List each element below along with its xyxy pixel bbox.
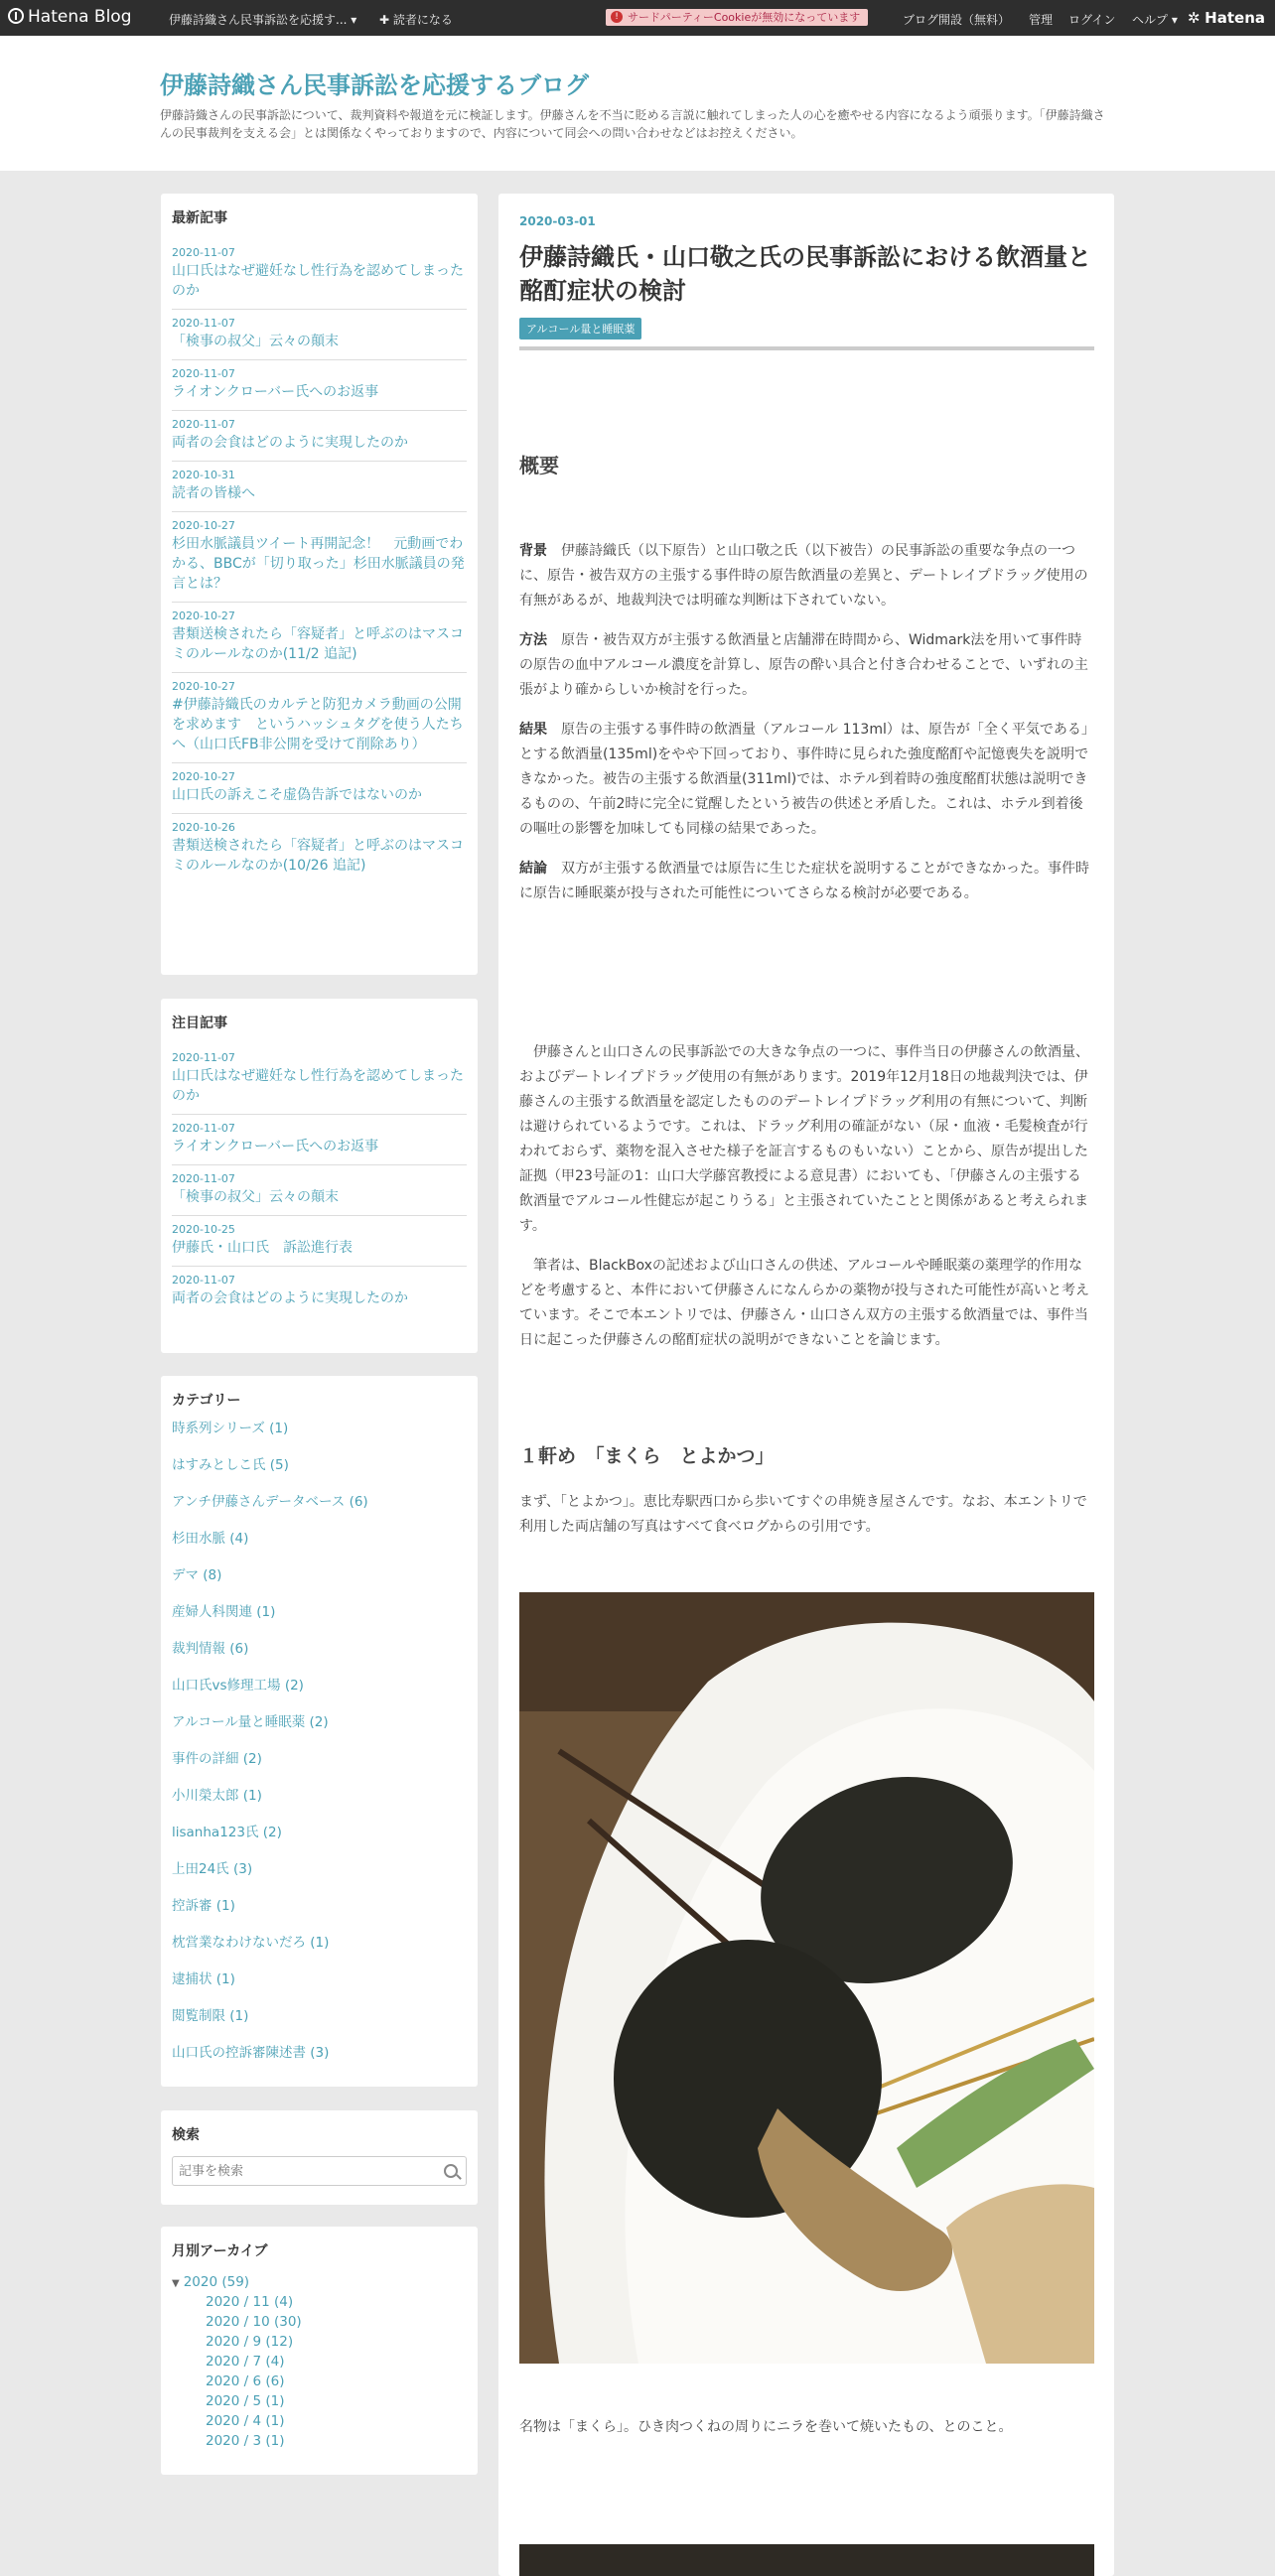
sidebar-entry [172, 1165, 467, 1216]
entry-date: 2020-10-26 [172, 821, 235, 834]
archive-month-link[interactable]: 2020 / 7 (4) [206, 2354, 285, 2370]
conclusion-label: 結論 [519, 861, 547, 877]
article-date[interactable]: 2020-03-01 [519, 214, 596, 228]
category-link[interactable]: 控訴審 (1) [172, 1898, 235, 1914]
sidebar-entry [172, 603, 467, 673]
search-module [161, 2110, 478, 2205]
article [498, 194, 1114, 2576]
section1-heading: １軒め 「まくら とよかつ」 [519, 1445, 775, 1467]
entry-date: 2020-11-07 [172, 1172, 235, 1185]
sidebar-entry [172, 512, 467, 603]
entry-title-link[interactable]: 書類送検されたら「容疑者」と呼ぶのはマスコミのルールなのか(11/2 追記) [172, 626, 464, 662]
info-icon: ! [611, 11, 623, 23]
sidebar-entry [172, 239, 467, 310]
sidebar-entry [172, 462, 467, 512]
categories-module [161, 1376, 478, 2087]
result-label: 結果 [519, 722, 547, 738]
overview-heading: 概要 [519, 454, 559, 477]
entry-title-link[interactable]: 「検事の叔父」云々の顛末 [172, 1189, 339, 1205]
blog-title[interactable]: 伊藤詩織さん民事訴訟を応援するブログ [160, 71, 589, 99]
category-link[interactable]: 小川榮太郎 (1) [172, 1788, 262, 1804]
category-link[interactable]: 裁判情報 (6) [172, 1641, 249, 1657]
entry-title-link[interactable]: #伊藤詩織氏のカルテと防犯カメラ動画の公開を求めます というハッシュタグを使う人たちへ（山口氏FB非公開を受けて削除あり） [172, 697, 464, 752]
hatena-logo[interactable]: ✲ Hatena [1187, 9, 1265, 27]
featured-entries-heading: 注目記事 [172, 1016, 227, 1031]
entry-date: 2020-11-07 [172, 317, 235, 330]
recent-entries-heading: 最新記事 [172, 210, 227, 226]
category-link[interactable]: 逮捕状 (1) [172, 1971, 235, 1987]
archive-month-link[interactable]: 2020 / 11 (4) [206, 2294, 294, 2310]
category-link[interactable]: 閲覧制限 (1) [172, 2008, 249, 2024]
help-menu[interactable]: ヘルプ ▾ [1132, 13, 1178, 27]
entry-title-link[interactable]: ライオンクローバー氏へのお返事 [172, 384, 379, 400]
food-photo-image [519, 1592, 1094, 2364]
sidebar-entry [172, 411, 467, 462]
entry-date: 2020-10-27 [172, 680, 235, 693]
sidebar-entry [172, 1267, 467, 1316]
archive-month-link[interactable]: 2020 / 3 (1) [206, 2433, 285, 2449]
entry-date: 2020-10-31 [172, 469, 235, 481]
entry-title-link[interactable]: 両者の会食はどのように実現したのか [172, 1290, 408, 1306]
category-link[interactable]: 山口氏vs修理工場 (2) [172, 1678, 304, 1694]
sidebar-entry [172, 673, 467, 763]
category-link[interactable]: lisanha123氏 (2) [172, 1825, 282, 1840]
sidebar-entry [172, 1216, 467, 1267]
abstract-background: 背景 伊藤詩織氏（以下原告）と山口敬之氏（以下被告）の民事訴訟の重要な争点の一つに、原告・被告双方の主張する事件時の原告飲酒量の差異と、デートレイプドラッグ使用の有無があるが、地裁判決では明確な判断は下されていない。 [519, 543, 1088, 609]
recent-entries-module [161, 194, 478, 975]
entry-title-link[interactable]: 杉田水脈議員ツイート再開記念！ 元動画でわかる、BBCが「切り取った」杉田水脈議員の発言とは？ [172, 536, 465, 592]
abstract-method: 方法 原告・被告双方が主張する飲酒量と店舗滞在時間から、Widmark法を用いて事件時の原告の血中アルコール濃度を計算し、原告の酔い具合と付き合わせることで、いずれの主張がより確からしいか検討を行った。 [519, 632, 1088, 698]
entry-title-link[interactable]: 山口氏はなぜ避妊なし性行為を認めてしまったのか [172, 263, 464, 299]
open-blog-link[interactable]: ブログ開設（無料） [903, 13, 1011, 27]
sidebar-entry [172, 814, 467, 883]
category-link[interactable]: 事件の詳細 (2) [172, 1751, 262, 1767]
hatena-global-header [0, 0, 1275, 36]
entry-date: 2020-10-25 [172, 1223, 235, 1236]
entry-date: 2020-10-27 [172, 610, 235, 622]
abstract-result: 結果 原告の主張する事件時の飲酒量（アルコール 113ml）は、原告が「全く平気である」とする飲酒量(135ml)をやや下回っており、事件時に見られた強度酩酊や記憶喪失を説明できなかった。被告の主張する飲酒量(311ml)では、ホテル到着時の強度酩酊状態は説明できるものの、午前2時に完全に覚醒したという被告の供述と矛盾した。これは、ホテル到着後の嘔吐の影響を加味しても同様の結果であった。 [519, 722, 1089, 837]
section1-paragraph: まず、「とよかつ」。恵比寿駅西口から歩いてすぐの串焼き屋さんです。なお、本エントリで利用した両店舗の写真はすべて食べログからの引用です。 [519, 1494, 1087, 1535]
entry-title-link[interactable]: 両者の会食はどのように実現したのか [172, 435, 408, 451]
entry-date: 2020-11-07 [172, 367, 235, 380]
entry-date: 2020-11-07 [172, 418, 235, 431]
background-label: 背景 [519, 543, 547, 559]
categories-list [172, 1419, 467, 2080]
search-heading: 検索 [172, 2127, 200, 2143]
category-link[interactable]: 時系列シリーズ (1) [172, 1421, 289, 1436]
archive-month-link[interactable]: 2020 / 4 (1) [206, 2413, 285, 2429]
categories-heading: カテゴリー [172, 1393, 241, 1409]
category-link[interactable]: はすみとしこ氏 (5) [172, 1457, 289, 1473]
blog-description: 伊藤詩織さんの民事訴訟について、裁判資料や報道を元に検証します。伊藤さんを不当に貶める言説に触れてしまった人の心を癒やせる内容になるよう頑張ります。「伊藤詩織さんの民事裁判を支える会」とは関係なくやっておりますので、内容について同会への問い合わせなどはお控えください。 [160, 108, 1105, 140]
archive-heading: 月別アーカイブ [172, 2243, 268, 2259]
sidebar-entry [172, 1115, 467, 1165]
sidebar-entry [172, 763, 467, 814]
entry-title-link[interactable]: 山口氏はなぜ避妊なし性行為を認めてしまったのか [172, 1068, 464, 1104]
entry-date: 2020-11-07 [172, 246, 235, 259]
category-link[interactable]: 山口氏の控訴審陳述書 (3) [172, 2045, 330, 2061]
entry-date: 2020-10-27 [172, 519, 235, 532]
category-link[interactable]: アンチ伊藤さんデータベース (6) [172, 1494, 368, 1510]
manage-link[interactable]: 管理 [1029, 13, 1054, 27]
hatena-mark-icon: ✲ [1187, 9, 1205, 27]
photo-caption: 名物は「まくら」。ひき肉つくねの周りにニラを巻いて焼いたもの、とのこと。 [519, 2419, 1013, 2435]
intro-paragraph-1: 伊藤さんと山口さんの民事訴訟での大きな争点の一つに、事件当日の伊藤さんの飲酒量、およびデートレイプドラッグ使用の有無があります。2019年12月18日の地裁判決では、伊藤さんの主張する飲酒量を認定したもののデートレイプドラッグ利用の有無について、判断は避けられているようです。これは、ドラッグ利用の確証がない（尿・血液・毛髪検査が行われておらず、薬物を混入させた様子を証言するものもいない）ことから、原告が提出した証拠（甲23号証の1：山口大学藤宮教授による意見書）においても、「伊藤さんの主張する飲酒量でアルコール性健忘が起こりうる」と主張されていたことと関係があると考えられます。 [519, 1044, 1089, 1234]
recent-entries-list [172, 239, 467, 883]
archive-month-link[interactable]: 2020 / 6 (6) [206, 2373, 285, 2389]
category-link[interactable]: アルコール量と睡眠薬 (2) [172, 1714, 329, 1730]
category-link[interactable]: 杉田水脈 (4) [172, 1531, 249, 1547]
entry-title-link[interactable]: 書類送検されたら「容疑者」と呼ぶのはマスコミのルールなのか(10/26 追記) [172, 838, 464, 874]
archive-module [161, 2227, 478, 2475]
archive-month-link[interactable]: 2020 / 10 (30) [206, 2314, 302, 2330]
article-title[interactable]: 伊藤詩織氏・山口敬之氏の民事訴訟における飲酒量と酩酊症状の検討 [519, 243, 1091, 305]
food-photo-makura [519, 1592, 1094, 2364]
category-link[interactable]: 産婦人科関連 (1) [172, 1604, 276, 1620]
hatena-blog-logo[interactable]: Hatena Blog [8, 7, 132, 27]
entry-title-link[interactable]: 山口氏の訴えこそ虚偽告訴ではないのか [172, 787, 422, 803]
entry-date: 2020-11-07 [172, 1051, 235, 1064]
login-link[interactable]: ログイン [1068, 13, 1116, 27]
featured-entries-module [161, 999, 478, 1353]
search-icon[interactable] [444, 2164, 458, 2178]
sidebar-entry [172, 1044, 467, 1115]
abstract-conclusion: 結論 双方が主張する飲酒量では原告に生じた症状を説明することができなかった。事件時に原告に睡眠薬が投与された可能性についてさらなる検討が必要である。 [519, 861, 1089, 901]
sidebar-entry [172, 360, 467, 411]
category-link[interactable]: デマ (8) [172, 1567, 222, 1583]
archive-months-list [172, 2292, 467, 2451]
featured-entries-list [172, 1044, 467, 1316]
cookie-notice[interactable]: ! サードパーティーCookieが無効になっています [606, 9, 868, 26]
method-label: 方法 [519, 632, 547, 648]
search-input[interactable] [173, 2157, 443, 2185]
category-link[interactable]: 枕営業なわけないだろ (1) [172, 1935, 330, 1951]
blog-menu-dropdown[interactable]: 伊藤詩織さん民事訴訟を応援す... ▾ [169, 13, 357, 27]
title-divider [519, 346, 1094, 350]
search-box [172, 2156, 467, 2186]
subscribe-button[interactable]: ✚ 読者になる [379, 13, 453, 27]
blog-header [0, 36, 1275, 171]
entry-title-link[interactable]: 「検事の叔父」云々の顛末 [172, 334, 339, 349]
archive-month-link[interactable]: 2020 / 5 (1) [206, 2393, 285, 2409]
entry-title-link[interactable]: 伊藤氏・山口氏 訴訟進行表 [172, 1240, 353, 1256]
intro-paragraph-2: 筆者は、BlackBoxの記述および山口さんの供述、アルコールや睡眠薬の薬理学的作用などを考慮すると、本件において伊藤さんになんらかの薬物が投与された可能性が高いと考えています。そこで本エントリでは、伊藤さん・山口さん双方の主張する飲酒量では、事件当日に起こった伊藤さんの酩酊症状の説明ができないことを論じます。 [519, 1258, 1089, 1348]
entry-title-link[interactable]: ライオンクローバー氏へのお返事 [172, 1139, 379, 1154]
article-category-tag[interactable]: アルコール量と睡眠薬 [519, 318, 641, 339]
entry-title-link[interactable]: 読者の皆様へ [172, 485, 255, 501]
sidebar-entry [172, 310, 467, 360]
archive-month-link[interactable]: 2020 / 9 (12) [206, 2334, 294, 2350]
entry-date: 2020-11-07 [172, 1274, 235, 1287]
entry-date: 2020-11-07 [172, 1122, 235, 1135]
archive-year-2020[interactable]: ▼ 2020 (59) [172, 2274, 250, 2290]
hatena-logo-icon [8, 8, 24, 24]
triangle-down-icon[interactable]: ▼ [172, 2278, 180, 2289]
category-link[interactable]: 上田24氏 (3) [172, 1861, 253, 1877]
entry-date: 2020-10-27 [172, 770, 235, 783]
